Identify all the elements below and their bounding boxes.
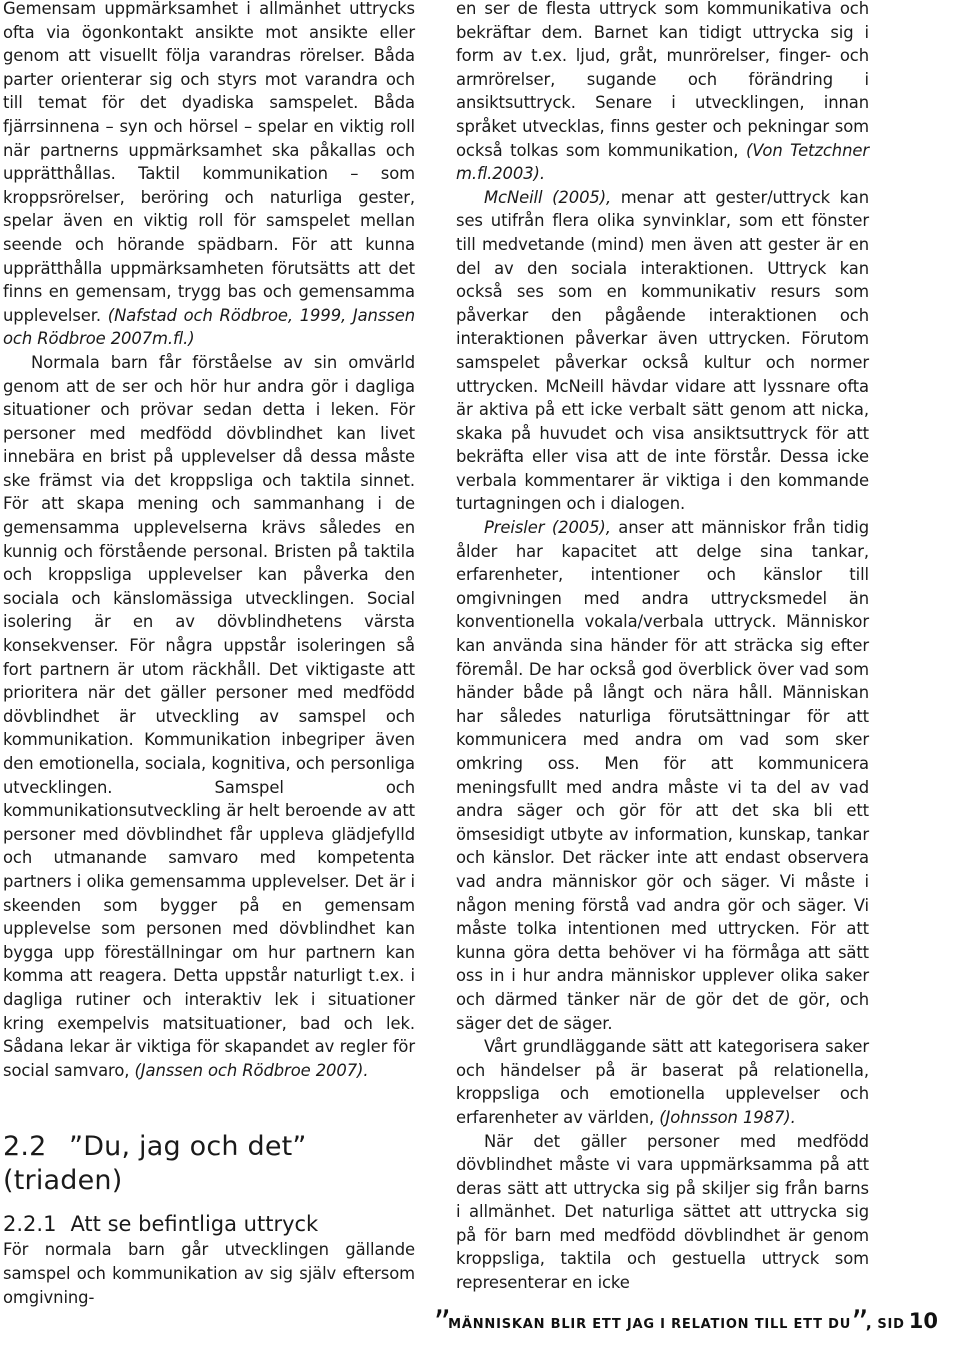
citation: (Von Tetzchner m.fl.2003). [456,140,869,184]
paragraph-text: Gemensam uppmärksamhet i allmänhet uttrycks ofta via ögonkontakt ansikte mot ansikte eller genom att visuellt följa varandras rörelser. Båda parter orienterar sig och styrs mot varandra och till temat för det dyadiska samspelet. Båda fjärrsinnena – syn och hörsel – spelar en viktig roll när partnerns uppmärksamhet ska påkallas och upprätthållas. Taktil kommunikation – som kroppsrörelser, beröring och naturliga gester, spelar även en viktig roll för samspelet mellan seende och hörande spädbarn. För att kunna upprätthålla uppmärksamheten förutsätts att det finns en gemensam, trygg bas och gemensamma upplevelser. [3,0,415,325]
body-paragraph [456,0,869,186]
citation: (Janssen och Rödbroe 2007). [134,1060,369,1080]
paragraph-text: en ser de flesta uttryck som kommunikativa och bekräftar dem. Barnet kan tidigt uttrycka sig i form av t.ex. ljud, gråt, munrörelser, finger- och armrörelser, sugande och förändring i ansiktsuttryck. Senare i utvecklingen, innan språket utvecklas, finns gester och pekningar som också tolkas som kommunikation, [456,0,869,160]
right-column [456,0,869,1295]
paragraph-text: Normala barn får förståelse av sin omvärld genom att de ser och hör hur andra gör i dagliga situationer och prövar sedan detta i leken. För personer med medfödd dövblindhet kan livet innebära en brist på upplevelser då dessa måste ske främst via det kroppsliga och taktila sinnet. För att skapa mening och sammanhang i de gemensamma upplevelserna krävs således en kunnig och förstående personal. Bristen på taktila och kroppsliga upplevelser kan påverka den sociala och känslomässiga utvecklingen. Social isolering är en av dövblindhetens värsta konsekvenser. För några uppstår isoleringen så fort partnern är utom räckhåll. Det viktigaste att prioritera när det gäller personer med medfödd dövblindhet är utveckling av samspel och kommunikation. Kommunikation inbegriper även den emotionella, sociala, kognitiva, och personliga utvecklingen. Samspel och kommunikationsutveckling är helt beroende av att personer med dövblindhet får uppleva glädjefylld och utmanande samvaro med kompetenta partners i olika gemensamma upplevelser. Det är i skeenden som bygger på en gemensam upplevelse som personen med dövblindhet kan bygga upp föreställningar om hur partnern kan komma att reagera. Detta uppstår naturligt t.ex. i dagliga rutiner och interaktiv lek i situationer kring exempelvis matsituationer, bad och lek. Sådana lekar är viktiga för skapandet av regler för social samvaro, [3,352,415,1080]
body-paragraph: För normala barn går utvecklingen gällande samspel och kommunikation av sig själv eftersom omgivning- [3,1240,415,1307]
section-title: ”Du, jag och det” (triaden) [3,1131,307,1197]
page-footer [434,1303,938,1343]
body-paragraph [456,186,869,516]
paragraph-text: Vårt grundläggande sätt att kategorisera saker och händelser på är baserat på relationella, kroppsliga och emotionella upplevelser och erfarenheter av världen, [456,1037,869,1127]
citation: Preisler (2005), [484,518,611,538]
body-paragraph [3,0,415,351]
footer-separator: , [865,1313,878,1332]
left-column [3,0,415,1309]
citation: (Nafstad och Rödbroe, 1999, Janssen och Rödbroe 2007m.fl.) [3,305,415,349]
footer-open-quote: ” [433,1303,449,1343]
subsection-heading [3,1210,415,1238]
page-number: 10 [908,1309,938,1333]
subsection-number: 2.2.1 [3,1212,57,1237]
body-paragraph [456,1035,869,1129]
paragraph-text: menar att gester/uttryck kan ses utifrån flera olika synvinklar, som ett fönster till medvetande (mind) men även att gester är en del av den sociala interaktionen. Uttryck kan också ses som en kommunikativ resurs som påverkar den pågående interaktionen och interaktionen påverkar även uttrycken. Förutom samspelet påverkar också kultur och normer uttrycken. McNeill hävdar vidare att lyssnare ofta är aktiva på ett icke verbalt sätt genom att nicka, skaka på huvudet och visa ansiktsuttryck för att bekräfta eller visa att de inte förstår. Dessa icke verbala kommentarer är viktiga i den kommande turtagningen och i dialogen. [456,187,869,514]
footer-title: MÄNNISKAN BLIR ETT JAG I RELATION TILL ETT DU [448,1317,852,1332]
body-paragraph [456,516,869,1035]
citation: (Johnsson 1987). [659,1107,796,1127]
footer-sid-label: SID [877,1317,905,1332]
subsection-title: Att se befintliga uttryck [70,1212,319,1237]
section-number: 2.2 [3,1131,47,1163]
body-paragraph [3,351,415,1082]
section-heading [3,1130,415,1198]
citation: McNeill (2005), [484,187,612,207]
body-paragraph: När det gäller personer med medfödd dövblindhet måste vi vara uppmärksamma på att deras sätt att uttrycka sig på skiljer sig från barns i allmänhet. Det naturliga sättet att uttrycka sig på för barn med medfödd dövblindhet är genom kroppsliga, taktila och gestuella uttryck som representerar en icke [456,1131,869,1293]
footer-close-quote: ” [851,1303,866,1343]
paragraph-text: anser att människor från tidig ålder har kapacitet att delge sina tankar, erfarenheter, intentioner och känslor till omgivningen med andra uttrycksmedel än konventionella vokala/verbala uttryck. Människor kan använda sina händer för att sträcka sig efter föremål. De har också god överblick över vad som händer både på långt och nära håll. Människan har således naturliga förutsättningar för att kommunicera med andra om vad som sker omkring oss. Men för att kommunicera meningsfullt med andra måste vi ta del av vad andra säger och gör för att det ska bli ett ömsesidigt utbyte av information, kunskap, tankar och känslor. Det räcker inte att endast observera vad andra människor gör och säger. Vi måste i någon mening förstå vad andra gör och säger. Vi måste tolka intentionen med uttrycken. För att kunna göra detta behöver vi ha förmåga att sätt oss in i hur andra människor upplever olika saker och därmed tänker när de gör det de gör, och säger det de säger. [456,518,870,1033]
